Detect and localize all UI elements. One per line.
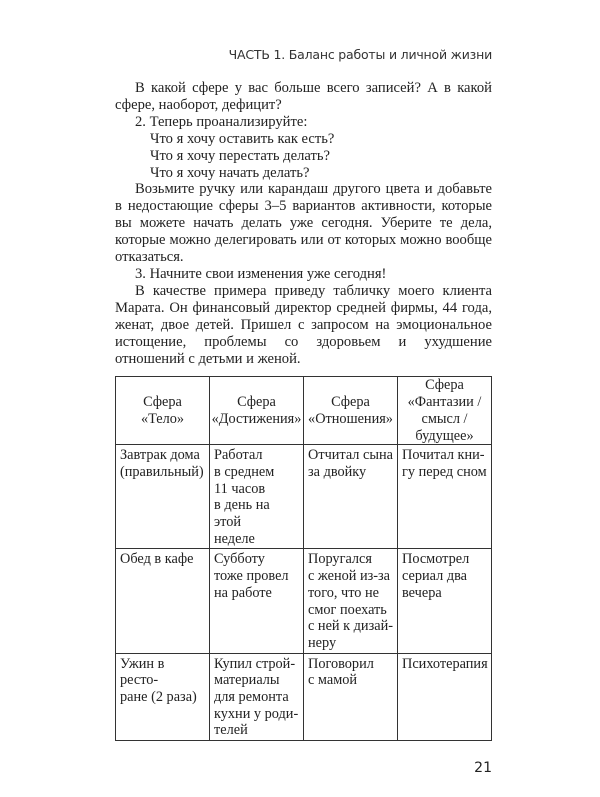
- header-cell: Сфера «Фантазии / смысл / будущее»: [398, 377, 492, 445]
- table-cell: Отчитал сына за двойку: [304, 445, 398, 549]
- table-cell: Работал в среднем 11 часов в день на этой неделе: [210, 445, 304, 549]
- question: Что я хочу начать делать?: [150, 164, 310, 181]
- header-cell: Сфера «Тело»: [116, 377, 210, 445]
- header-cell: Сфера «Отношения»: [304, 377, 398, 445]
- paragraph: Возьмите ручку или карандаш другого цвета и добавьте в недостающие сферы 3–5 вариантов активности, которые вы можете начать делать уже сегодня. Уберите те дела, которые можно делегировать или от которых можно вообще отказаться.: [115, 181, 492, 266]
- list-item: 3. Начните свои изменения уже сегодня!: [135, 265, 387, 282]
- table-cell: Психотерапия: [398, 653, 492, 741]
- paragraph: В качестве примера приведу табличку моего клиента Марата. Он финансовый директор средней фирмы, 44 года, женат, двое детей. Пришел с запросом на эмоциональное истощение, проблемы со здоровьем и ухудшение отношений с детьми и женой.: [115, 282, 492, 367]
- question: Что я хочу перестать делать?: [150, 147, 330, 164]
- body-text: [115, 80, 492, 367]
- table-cell: Поговорил с мамой: [304, 653, 398, 741]
- table-cell: Субботу тоже провел на работе: [210, 549, 304, 653]
- paragraph: В какой сфере у вас больше всего записей? А в какой сфере, наоборот, дефицит?: [115, 80, 492, 113]
- table-row: [116, 549, 492, 653]
- table-cell: Ужин в ресто- ране (2 раза): [116, 653, 210, 741]
- table-row: [116, 653, 492, 741]
- table-cell: Почитал кни- гу перед сном: [398, 445, 492, 549]
- table-cell: Посмотрел сериал два вечера: [398, 549, 492, 653]
- question: Что я хочу оставить как есть?: [150, 130, 335, 147]
- table-cell: Поругался с женой из-за того, что не смог поехать с ней к дизай- неру: [304, 549, 398, 653]
- table-cell: Купил строй- материалы для ремонта кухни у роди- телей: [210, 653, 304, 741]
- page-number: 21: [474, 760, 492, 777]
- table-header-row: [116, 377, 492, 445]
- table-cell: Обед в кафе: [116, 549, 210, 653]
- table-cell: Завтрак дома (правильный): [116, 445, 210, 549]
- running-head: ЧАСТЬ 1. Баланс работы и личной жизни: [228, 47, 492, 62]
- table-row: [116, 445, 492, 549]
- page-column: [115, 0, 492, 797]
- list-item: 2. Теперь проанализируйте:: [135, 113, 308, 130]
- spheres-table: [115, 376, 492, 741]
- header-cell: Сфера «Достижения»: [210, 377, 304, 445]
